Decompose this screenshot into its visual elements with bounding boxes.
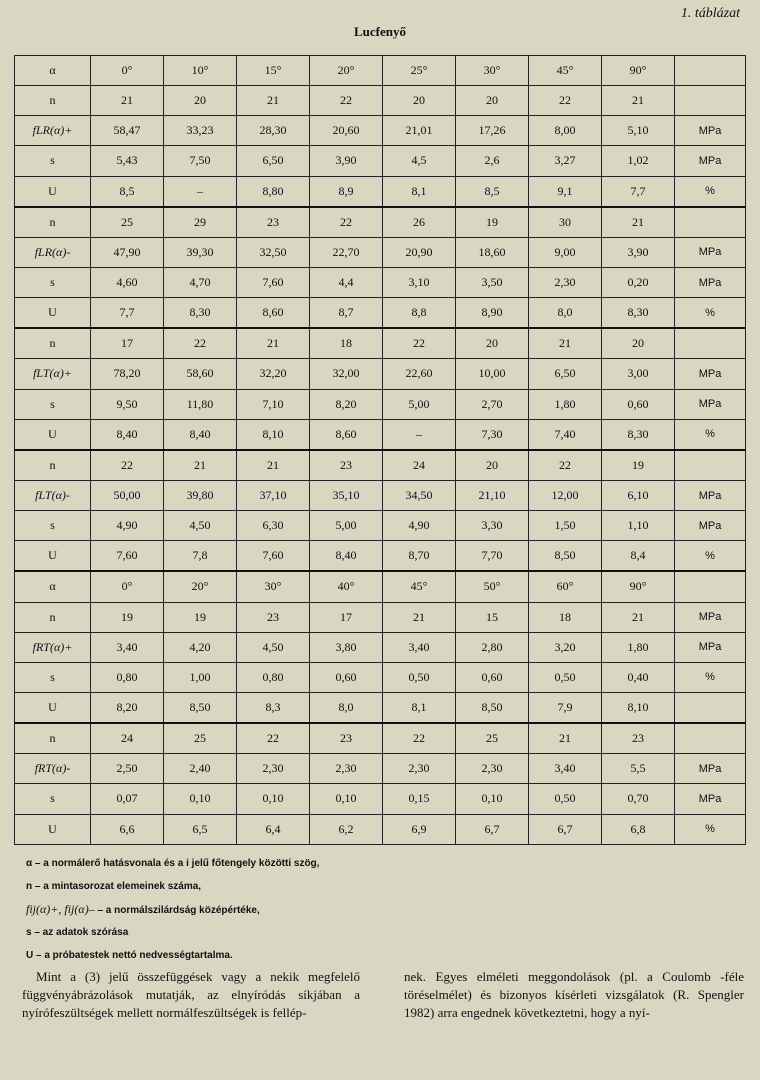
table-cell: 21	[602, 207, 675, 238]
table-cell: 20°	[164, 571, 237, 602]
table-cell: 0,07	[91, 784, 164, 814]
table-cell: 20	[456, 450, 529, 481]
table-cell: 8,10	[237, 419, 310, 450]
table-cell: 39,30	[164, 237, 237, 267]
table-cell: 25	[164, 723, 237, 754]
table-cell: 7,70	[456, 541, 529, 572]
table-cell: 0,80	[91, 662, 164, 692]
table-cell: 8,0	[529, 298, 602, 329]
table-cell: 7,7	[602, 176, 675, 207]
table-cell: 17	[91, 328, 164, 359]
table-cell: 1,80	[529, 389, 602, 419]
table-cell: 0,15	[383, 784, 456, 814]
table-number-label: 1. táblázat	[680, 6, 740, 21]
row-label: U	[15, 298, 91, 329]
table-cell: 30°	[456, 56, 529, 86]
unit-cell: MPa	[675, 146, 746, 176]
legend	[26, 852, 319, 967]
table-cell: 22	[383, 328, 456, 359]
table-cell: 25	[456, 723, 529, 754]
table-cell: 45°	[383, 571, 456, 602]
table-cell: 21	[529, 328, 602, 359]
table-cell: 0,10	[237, 784, 310, 814]
unit-cell: MPa	[675, 267, 746, 297]
table-cell: 0,50	[529, 662, 602, 692]
table-cell: 7,60	[237, 267, 310, 297]
table-cell: 3,20	[529, 632, 602, 662]
table-cell: 2,80	[456, 632, 529, 662]
table-cell: 8,40	[310, 541, 383, 572]
table-cell: 21	[237, 86, 310, 116]
table-cell: 8,70	[383, 541, 456, 572]
table-cell: 23	[237, 207, 310, 238]
table-cell: 22	[310, 86, 383, 116]
table-row	[15, 784, 746, 814]
table-cell: 32,20	[237, 359, 310, 389]
table-cell: 24	[91, 723, 164, 754]
table-cell: 22	[529, 450, 602, 481]
unit-cell: MPa	[675, 754, 746, 784]
table-cell: 58,60	[164, 359, 237, 389]
table-cell: 0,60	[602, 389, 675, 419]
table-cell: 50,00	[91, 480, 164, 510]
table-cell: 8,5	[456, 176, 529, 207]
table-row	[15, 116, 746, 146]
table-cell: 0°	[91, 571, 164, 602]
table-cell: 8,60	[237, 298, 310, 329]
row-label: n	[15, 450, 91, 481]
table-cell: 6,10	[602, 480, 675, 510]
table-cell: 6,7	[529, 814, 602, 844]
table-cell: 3,40	[529, 754, 602, 784]
table-cell: 90°	[602, 56, 675, 86]
table-cell: 21	[602, 602, 675, 632]
table-cell: 5,5	[602, 754, 675, 784]
table-cell: 8,8	[383, 298, 456, 329]
table-cell: 2,30	[237, 754, 310, 784]
table-cell: 21	[529, 723, 602, 754]
table-cell: 9,1	[529, 176, 602, 207]
table-cell: 0,10	[310, 784, 383, 814]
table-row	[15, 632, 746, 662]
table-cell: 37,10	[237, 480, 310, 510]
body-paragraph-left: Mint a (3) jelű összefüggések vagy a nekik megfelelő függvényábrázolások mutatják, az elnyíródás síkjában a nyírófeszültségek mellett normálfeszültségek is fellép-	[22, 969, 360, 1020]
table-cell: 21	[602, 86, 675, 116]
table-cell: 8,30	[602, 419, 675, 450]
table-cell: 60°	[529, 571, 602, 602]
table-cell: 22	[529, 86, 602, 116]
table-cell: 3,27	[529, 146, 602, 176]
table-cell: 21	[164, 450, 237, 481]
table-cell: 6,4	[237, 814, 310, 844]
table-cell: 4,90	[383, 511, 456, 541]
table-cell: 8,00	[529, 116, 602, 146]
table-cell: 34,50	[383, 480, 456, 510]
table-row	[15, 541, 746, 572]
row-label: n	[15, 723, 91, 754]
row-label: fLR(α)-	[15, 237, 91, 267]
table-cell: 0,20	[602, 267, 675, 297]
unit-cell	[675, 692, 746, 723]
table-cell: 3,00	[602, 359, 675, 389]
unit-cell: %	[675, 298, 746, 329]
table-title: Lucfenyő	[354, 24, 406, 39]
table-row	[15, 480, 746, 510]
table-cell: 25	[91, 207, 164, 238]
table-row	[15, 389, 746, 419]
table-cell: 6,6	[91, 814, 164, 844]
table-cell: 17	[310, 602, 383, 632]
table-cell: 22	[91, 450, 164, 481]
table-cell: 23	[310, 450, 383, 481]
table-cell: 4,70	[164, 267, 237, 297]
table-cell: 8,5	[91, 176, 164, 207]
legend-alpha: α – a normálerő hatásvonala és a i jelű főtengely közötti szög,	[26, 858, 320, 869]
row-label: s	[15, 511, 91, 541]
unit-cell	[675, 86, 746, 116]
table-cell: 21	[237, 328, 310, 359]
unit-cell: %	[675, 419, 746, 450]
table-cell: 2,40	[164, 754, 237, 784]
table-cell: 7,8	[164, 541, 237, 572]
table-cell: 2,30	[529, 267, 602, 297]
table-cell: 8,3	[237, 692, 310, 723]
table-cell: 8,40	[91, 419, 164, 450]
table-cell: 23	[310, 723, 383, 754]
table-cell: 7,60	[91, 541, 164, 572]
row-label: U	[15, 692, 91, 723]
table-cell: 22	[310, 207, 383, 238]
table-cell: 30°	[237, 571, 310, 602]
table-row	[15, 56, 746, 86]
table-cell: 3,40	[383, 632, 456, 662]
table-cell: 19	[164, 602, 237, 632]
table-cell: 8,50	[164, 692, 237, 723]
table-cell: 24	[383, 450, 456, 481]
table-cell: 8,90	[456, 298, 529, 329]
table-cell: 9,50	[91, 389, 164, 419]
table-cell: 2,70	[456, 389, 529, 419]
table-row	[15, 692, 746, 723]
unit-cell: MPa	[675, 359, 746, 389]
table-cell: 5,00	[383, 389, 456, 419]
table-cell: 78,20	[91, 359, 164, 389]
table-cell: 21	[383, 602, 456, 632]
row-label: fLT(α)-	[15, 480, 91, 510]
table-cell: 11,80	[164, 389, 237, 419]
unit-cell: MPa	[675, 632, 746, 662]
table-cell: 1,50	[529, 511, 602, 541]
table-cell: 1,00	[164, 662, 237, 692]
table-cell: 28,30	[237, 116, 310, 146]
unit-cell: %	[675, 662, 746, 692]
table-cell: 8,0	[310, 692, 383, 723]
row-label: U	[15, 419, 91, 450]
table-cell: 7,9	[529, 692, 602, 723]
table-cell: 15°	[237, 56, 310, 86]
row-label: fLR(α)+	[15, 116, 91, 146]
table-cell: 3,10	[383, 267, 456, 297]
unit-cell	[675, 328, 746, 359]
table-cell: 8,50	[529, 541, 602, 572]
legend-f-symbols: fij(α)+, fij(α)–	[26, 902, 95, 916]
table-cell: 8,20	[310, 389, 383, 419]
table-cell: 7,40	[529, 419, 602, 450]
table-cell: 5,43	[91, 146, 164, 176]
table-cell: 0,80	[237, 662, 310, 692]
table-cell: 6,8	[602, 814, 675, 844]
table-cell: 25°	[383, 56, 456, 86]
unit-cell: %	[675, 814, 746, 844]
table-cell: 22,70	[310, 237, 383, 267]
legend-u: U – a próbatestek nettó nedvességtartalma.	[26, 950, 233, 961]
row-label: α	[15, 56, 91, 86]
table-cell: 2,6	[456, 146, 529, 176]
table-cell: 20,90	[383, 237, 456, 267]
table-cell: 47,90	[91, 237, 164, 267]
row-label: n	[15, 602, 91, 632]
table-cell: 2,30	[310, 754, 383, 784]
unit-cell: MPa	[675, 237, 746, 267]
table-cell: 6,50	[237, 146, 310, 176]
table-cell: 10,00	[456, 359, 529, 389]
table-cell: 3,30	[456, 511, 529, 541]
table-cell: 8,80	[237, 176, 310, 207]
table-cell: 20	[164, 86, 237, 116]
table-cell: 20	[456, 328, 529, 359]
legend-f	[26, 898, 319, 921]
legend-f-text: – a normálszilárdság középértéke,	[94, 905, 260, 916]
row-label: fRT(α)-	[15, 754, 91, 784]
table-cell: 0,70	[602, 784, 675, 814]
legend-n: n – a mintasorozat elemeinek száma,	[26, 881, 202, 892]
table-cell: 7,7	[91, 298, 164, 329]
table-cell: 20	[383, 86, 456, 116]
table-cell: 4,4	[310, 267, 383, 297]
table-cell: 8,1	[383, 692, 456, 723]
table-row	[15, 86, 746, 116]
unit-cell	[675, 56, 746, 86]
table-cell: 19	[602, 450, 675, 481]
table-row	[15, 571, 746, 602]
table-cell: 29	[164, 207, 237, 238]
table-cell: 5,00	[310, 511, 383, 541]
table-cell: 20,60	[310, 116, 383, 146]
table-cell: 6,9	[383, 814, 456, 844]
row-label: s	[15, 662, 91, 692]
table-row	[15, 328, 746, 359]
table-cell: 26	[383, 207, 456, 238]
table-cell: 33,23	[164, 116, 237, 146]
table-cell: 6,50	[529, 359, 602, 389]
table-row	[15, 267, 746, 297]
table-row	[15, 723, 746, 754]
table-cell: 7,10	[237, 389, 310, 419]
table-cell: 8,4	[602, 541, 675, 572]
unit-cell: %	[675, 176, 746, 207]
table-row	[15, 146, 746, 176]
table-cell: 6,5	[164, 814, 237, 844]
body-paragraph-right: nek. Egyes elméleti meggondolások (pl. a Coulomb -féle töréselmélet) és bizonyos kísérleti vizsgálatok (R. Spengler 1982) arra engednek következtetni, hogy a nyí-	[404, 969, 744, 1020]
row-label: n	[15, 86, 91, 116]
row-label: U	[15, 176, 91, 207]
table-cell: 8,7	[310, 298, 383, 329]
row-label: U	[15, 541, 91, 572]
unit-cell	[675, 207, 746, 238]
table-row	[15, 298, 746, 329]
table-cell: 22,60	[383, 359, 456, 389]
table-cell: 23	[602, 723, 675, 754]
table-cell: 22	[237, 723, 310, 754]
row-label: s	[15, 267, 91, 297]
table-cell: 18,60	[456, 237, 529, 267]
row-label: U	[15, 814, 91, 844]
table-cell: 4,50	[237, 632, 310, 662]
table-cell: 2,30	[456, 754, 529, 784]
unit-cell: MPa	[675, 784, 746, 814]
table-cell: 40°	[310, 571, 383, 602]
unit-cell: MPa	[675, 116, 746, 146]
unit-cell	[675, 723, 746, 754]
table-cell: 10°	[164, 56, 237, 86]
table-cell: 20	[602, 328, 675, 359]
table-cell: 18	[529, 602, 602, 632]
table-cell: 0,10	[456, 784, 529, 814]
table-cell: 21	[237, 450, 310, 481]
table-row	[15, 602, 746, 632]
table-cell: 3,80	[310, 632, 383, 662]
table-cell: 2,30	[383, 754, 456, 784]
table-cell: 4,60	[91, 267, 164, 297]
unit-cell: MPa	[675, 480, 746, 510]
table-cell: 7,60	[237, 541, 310, 572]
table-cell: 5,10	[602, 116, 675, 146]
table-cell: 8,10	[602, 692, 675, 723]
table-row	[15, 419, 746, 450]
table-cell: 90°	[602, 571, 675, 602]
table-cell: 58,47	[91, 116, 164, 146]
table-cell: 0,60	[456, 662, 529, 692]
row-label: n	[15, 207, 91, 238]
table-cell: 21,01	[383, 116, 456, 146]
table-cell: 3,40	[91, 632, 164, 662]
row-label: fRT(α)+	[15, 632, 91, 662]
table-cell: –	[164, 176, 237, 207]
table-cell: 19	[91, 602, 164, 632]
table-cell: 8,60	[310, 419, 383, 450]
unit-cell: MPa	[675, 389, 746, 419]
table-cell: 8,9	[310, 176, 383, 207]
unit-cell	[675, 571, 746, 602]
table-row	[15, 814, 746, 844]
table-cell: 2,50	[91, 754, 164, 784]
table-cell: 6,30	[237, 511, 310, 541]
table-cell: 1,10	[602, 511, 675, 541]
table-cell: 19	[456, 207, 529, 238]
table-cell: 7,50	[164, 146, 237, 176]
table-cell: 18	[310, 328, 383, 359]
table-cell: 45°	[529, 56, 602, 86]
table-cell: 30	[529, 207, 602, 238]
table-cell: 12,00	[529, 480, 602, 510]
table-cell: 22	[164, 328, 237, 359]
table-cell: 8,30	[164, 298, 237, 329]
unit-cell	[675, 450, 746, 481]
table-cell: 32,00	[310, 359, 383, 389]
data-table	[14, 55, 746, 845]
row-label: fLT(α)+	[15, 359, 91, 389]
table-cell: 0,50	[383, 662, 456, 692]
table-cell: 3,90	[310, 146, 383, 176]
table-cell: 50°	[456, 571, 529, 602]
table-cell: 15	[456, 602, 529, 632]
legend-s: s – az adatok szórása	[26, 927, 129, 938]
table-cell: 9,00	[529, 237, 602, 267]
unit-cell: MPa	[675, 511, 746, 541]
table-cell: 6,7	[456, 814, 529, 844]
table-row	[15, 207, 746, 238]
table-cell: 3,50	[456, 267, 529, 297]
table-cell: 21,10	[456, 480, 529, 510]
table-row	[15, 176, 746, 207]
table-cell: 1,80	[602, 632, 675, 662]
table-row	[15, 450, 746, 481]
row-label: s	[15, 784, 91, 814]
table-row	[15, 359, 746, 389]
table-cell: 22	[383, 723, 456, 754]
table-cell: 8,20	[91, 692, 164, 723]
table-cell: 20	[456, 86, 529, 116]
table-cell: 1,02	[602, 146, 675, 176]
row-label: α	[15, 571, 91, 602]
table-cell: 7,30	[456, 419, 529, 450]
table-cell: 0,10	[164, 784, 237, 814]
table-cell: 17,26	[456, 116, 529, 146]
table-cell: 21	[91, 86, 164, 116]
table-cell: 8,50	[456, 692, 529, 723]
table-cell: 0,60	[310, 662, 383, 692]
unit-cell: MPa	[675, 602, 746, 632]
table-row	[15, 237, 746, 267]
table-cell: 3,90	[602, 237, 675, 267]
table-cell: 23	[237, 602, 310, 632]
table-cell: 4,20	[164, 632, 237, 662]
unit-cell: %	[675, 541, 746, 572]
table-row	[15, 662, 746, 692]
row-label: n	[15, 328, 91, 359]
table-row	[15, 754, 746, 784]
table-cell: 8,1	[383, 176, 456, 207]
table-cell: 6,2	[310, 814, 383, 844]
table-cell: 32,50	[237, 237, 310, 267]
table-cell: 4,50	[164, 511, 237, 541]
table-cell: 0,40	[602, 662, 675, 692]
row-label: s	[15, 389, 91, 419]
table-cell: 4,5	[383, 146, 456, 176]
table-cell: 35,10	[310, 480, 383, 510]
table-cell: 20°	[310, 56, 383, 86]
table-row	[15, 511, 746, 541]
table-cell: 8,30	[602, 298, 675, 329]
table-cell: 0,50	[529, 784, 602, 814]
table-cell: 0°	[91, 56, 164, 86]
table-cell: 39,80	[164, 480, 237, 510]
row-label: s	[15, 146, 91, 176]
table-cell: –	[383, 419, 456, 450]
table-cell: 4,90	[91, 511, 164, 541]
table-cell: 8,40	[164, 419, 237, 450]
